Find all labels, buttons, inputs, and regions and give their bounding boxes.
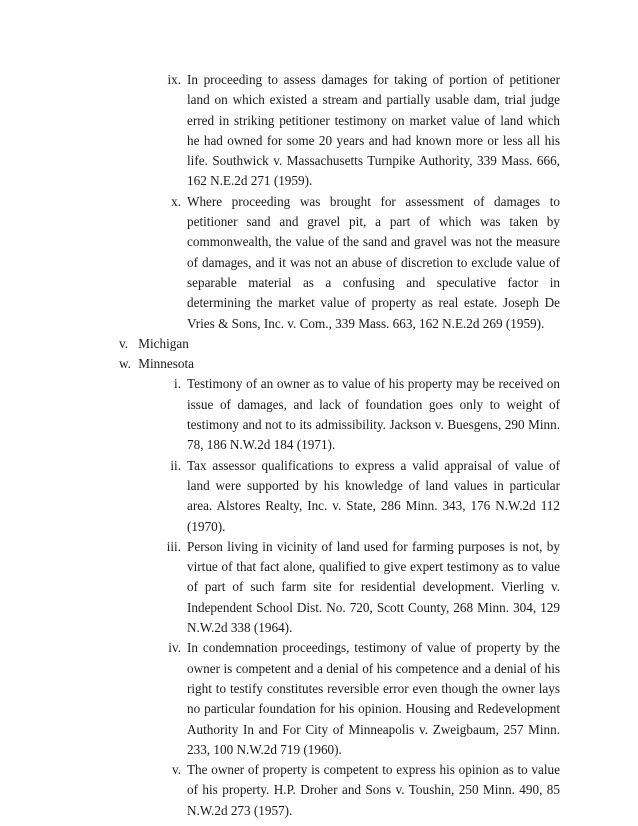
item-number: iii. <box>166 538 181 554</box>
state-letter: v. <box>119 335 129 351</box>
item-number: ix. <box>167 72 181 87</box>
state-name: Minnesota <box>138 356 194 372</box>
minnesota-item-i <box>0 374 638 455</box>
minnesota-item-iv <box>0 638 638 760</box>
item-text: Tax assessor qualifications to express a valid appraisal of value of land were supported by his knowledge of land values in particular area. Alstores Realty, Inc. v. State, 286 Minn. 343, 176 N.W.2d 112 (1970). <box>187 457 560 534</box>
item-text: In condemnation proceedings, testimony of value of property by the owner is competent and a denial of his competence and a denial of his right to testify constitutes reversible error even though the owner lays no particular foundation for his opinion. Housing and Redevelopment Authority In and For City of Minneapolis v. Zweigbaum, 257 Minn. 233, 100 N.W.2d 719 (1960). <box>187 640 560 757</box>
state-heading-michigan <box>119 334 638 354</box>
item-text: Where proceeding was brought for assessment of damages to petitioner sand and gravel pit, a part of which was taken by commonwealth, the value of the sand and gravel was not the measure of damages, and it was not an abuse of discretion to exclude value of separable material as a confusing and speculative factor in determining the market value of property as real estate. Joseph De Vries & Sons, Inc. v. Com., 339 Mass. 663, 162 N.E.2d 269 (1959). <box>187 193 560 331</box>
list-item-ix <box>0 70 638 192</box>
item-number: x. <box>171 193 181 209</box>
list-item-x <box>0 192 638 334</box>
item-number: ii. <box>170 457 181 473</box>
state-name: Michigan <box>138 335 189 351</box>
minnesota-item-iii <box>0 537 638 638</box>
item-text: Person living in vicinity of land used for farming purposes is not, by virtue of that fact alone, qualified to give expert testimony as to value of part of such farm site for residential development. Vierling v. Independent School Dist. No. 720, Scott County, 268 Minn. 304, 129 N.W.2d 338 (1964). <box>187 538 560 636</box>
item-number: iv. <box>168 640 181 656</box>
item-text: In proceeding to assess damages for taking of portion of petitioner land on which existed a stream and partially usable dam, trial judge erred in striking petitioner testimony on market value of land which he had owned for some 20 years and had known more or less all his life. Southwick v. Massachusetts Turnpike Authority, 339 Mass. 666, 162 N.E.2d 271 (1959). <box>187 72 560 189</box>
minnesota-item-v <box>0 760 638 821</box>
item-number: v. <box>171 762 181 778</box>
item-text: The owner of property is competent to express his opinion as to value of his property. H.P. Droher and Sons v. Toushin, 250 Minn. 490, 85 N.W.2d 273 (1957). <box>187 762 560 818</box>
item-number: i. <box>174 376 181 392</box>
state-letter: w. <box>119 356 131 372</box>
item-text: Testimony of an owner as to value of his property may be received on issue of damages, and lack of foundation goes only to weight of testimony and not to its admissibility. Jackson v. Buesgens, 290 Minn. 78, 186 N.W.2d 184 (1971). <box>187 376 560 453</box>
state-heading-minnesota <box>119 354 638 374</box>
minnesota-item-ii <box>0 456 638 537</box>
